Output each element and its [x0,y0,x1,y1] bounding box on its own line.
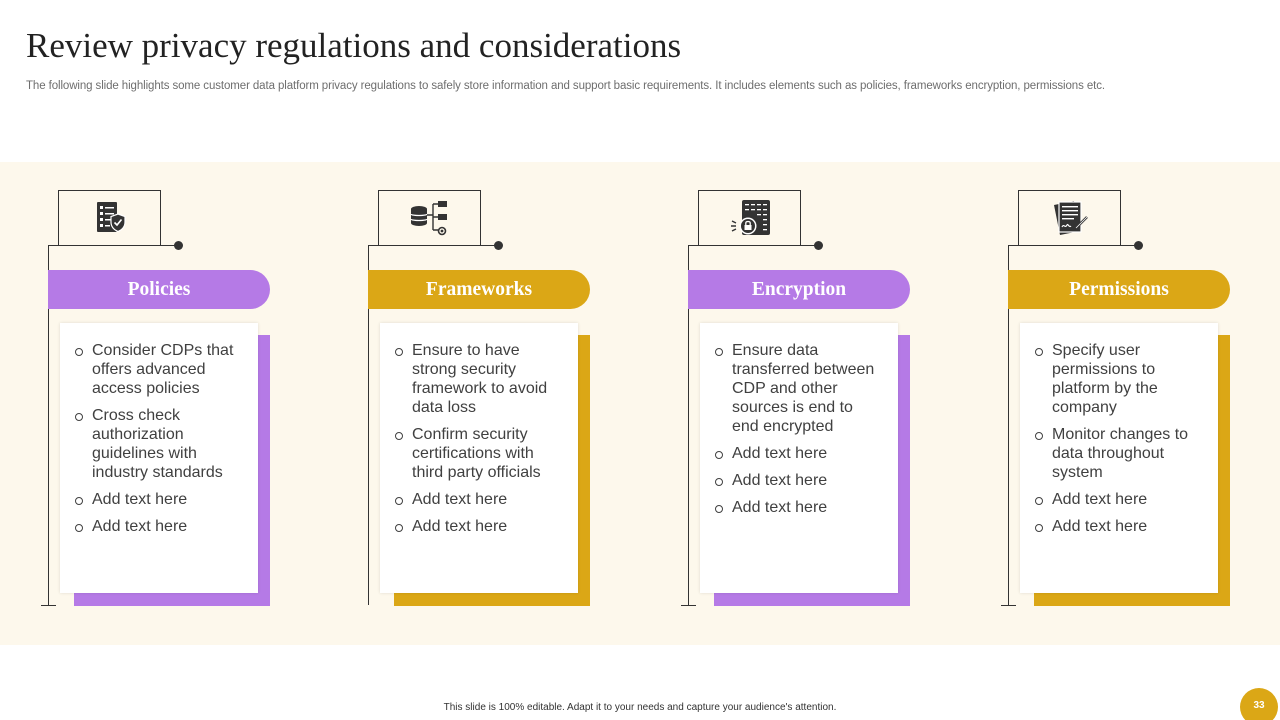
database-network-icon [410,200,450,236]
encrypted-data-lock-icon [728,199,772,237]
list-item: Add text here [714,498,884,517]
column-encryption [688,162,928,645]
icon-frame [698,190,801,245]
list-item: Consider CDPs that offers advanced access policies [74,341,244,398]
column-frameworks [368,162,608,645]
list-item: Ensure data transferred between CDP and other sources is end to end encrypted [714,341,884,436]
slide-title: Review privacy regulations and considerations [26,26,682,65]
signed-documents-icon [1050,199,1090,237]
policy-checklist-shield-icon [92,200,128,236]
list-item: Add text here [714,471,884,490]
list-item: Add text here [1034,490,1204,509]
heading-pill: Frameworks [368,270,590,309]
text-card [1020,323,1218,593]
connector-dot [174,241,183,250]
list-item: Add text here [714,444,884,463]
text-card [60,323,258,593]
list-item: Monitor changes to data throughout system [1034,425,1204,482]
column-permissions [1008,162,1248,645]
list-item: Ensure to have strong security framework to avoid data loss [394,341,564,417]
icon-frame [1018,190,1121,245]
footer-note: This slide is 100% editable. Adapt it to your needs and capture your audience's attention. [443,702,837,713]
heading-pill: Permissions [1008,270,1230,309]
list-item: Add text here [74,517,244,536]
slide-subtitle: The following slide highlights some customer data platform privacy regulations to safely store information and support basic requirements. It includes elements such as policies, frameworks encryption, permissions etc. [26,80,1105,92]
heading-pill: Encryption [688,270,910,309]
heading-pill: Policies [48,270,270,309]
text-card [380,323,578,593]
list-item: Add text here [1034,517,1204,536]
list-item: Add text here [394,517,564,536]
list-item: Add text here [394,490,564,509]
icon-frame [378,190,481,245]
list-item: Add text here [74,490,244,509]
connector-dot [1134,241,1143,250]
list-item: Confirm security certifications with third party officials [394,425,564,482]
column-policies [48,162,288,645]
page-number-badge: 33 [1240,688,1278,720]
connector-dot [494,241,503,250]
text-card [700,323,898,593]
list-item: Specify user permissions to platform by the company [1034,341,1204,417]
list-item: Cross check authorization guidelines with industry standards [74,406,244,482]
icon-frame [58,190,161,245]
connector-dot [814,241,823,250]
